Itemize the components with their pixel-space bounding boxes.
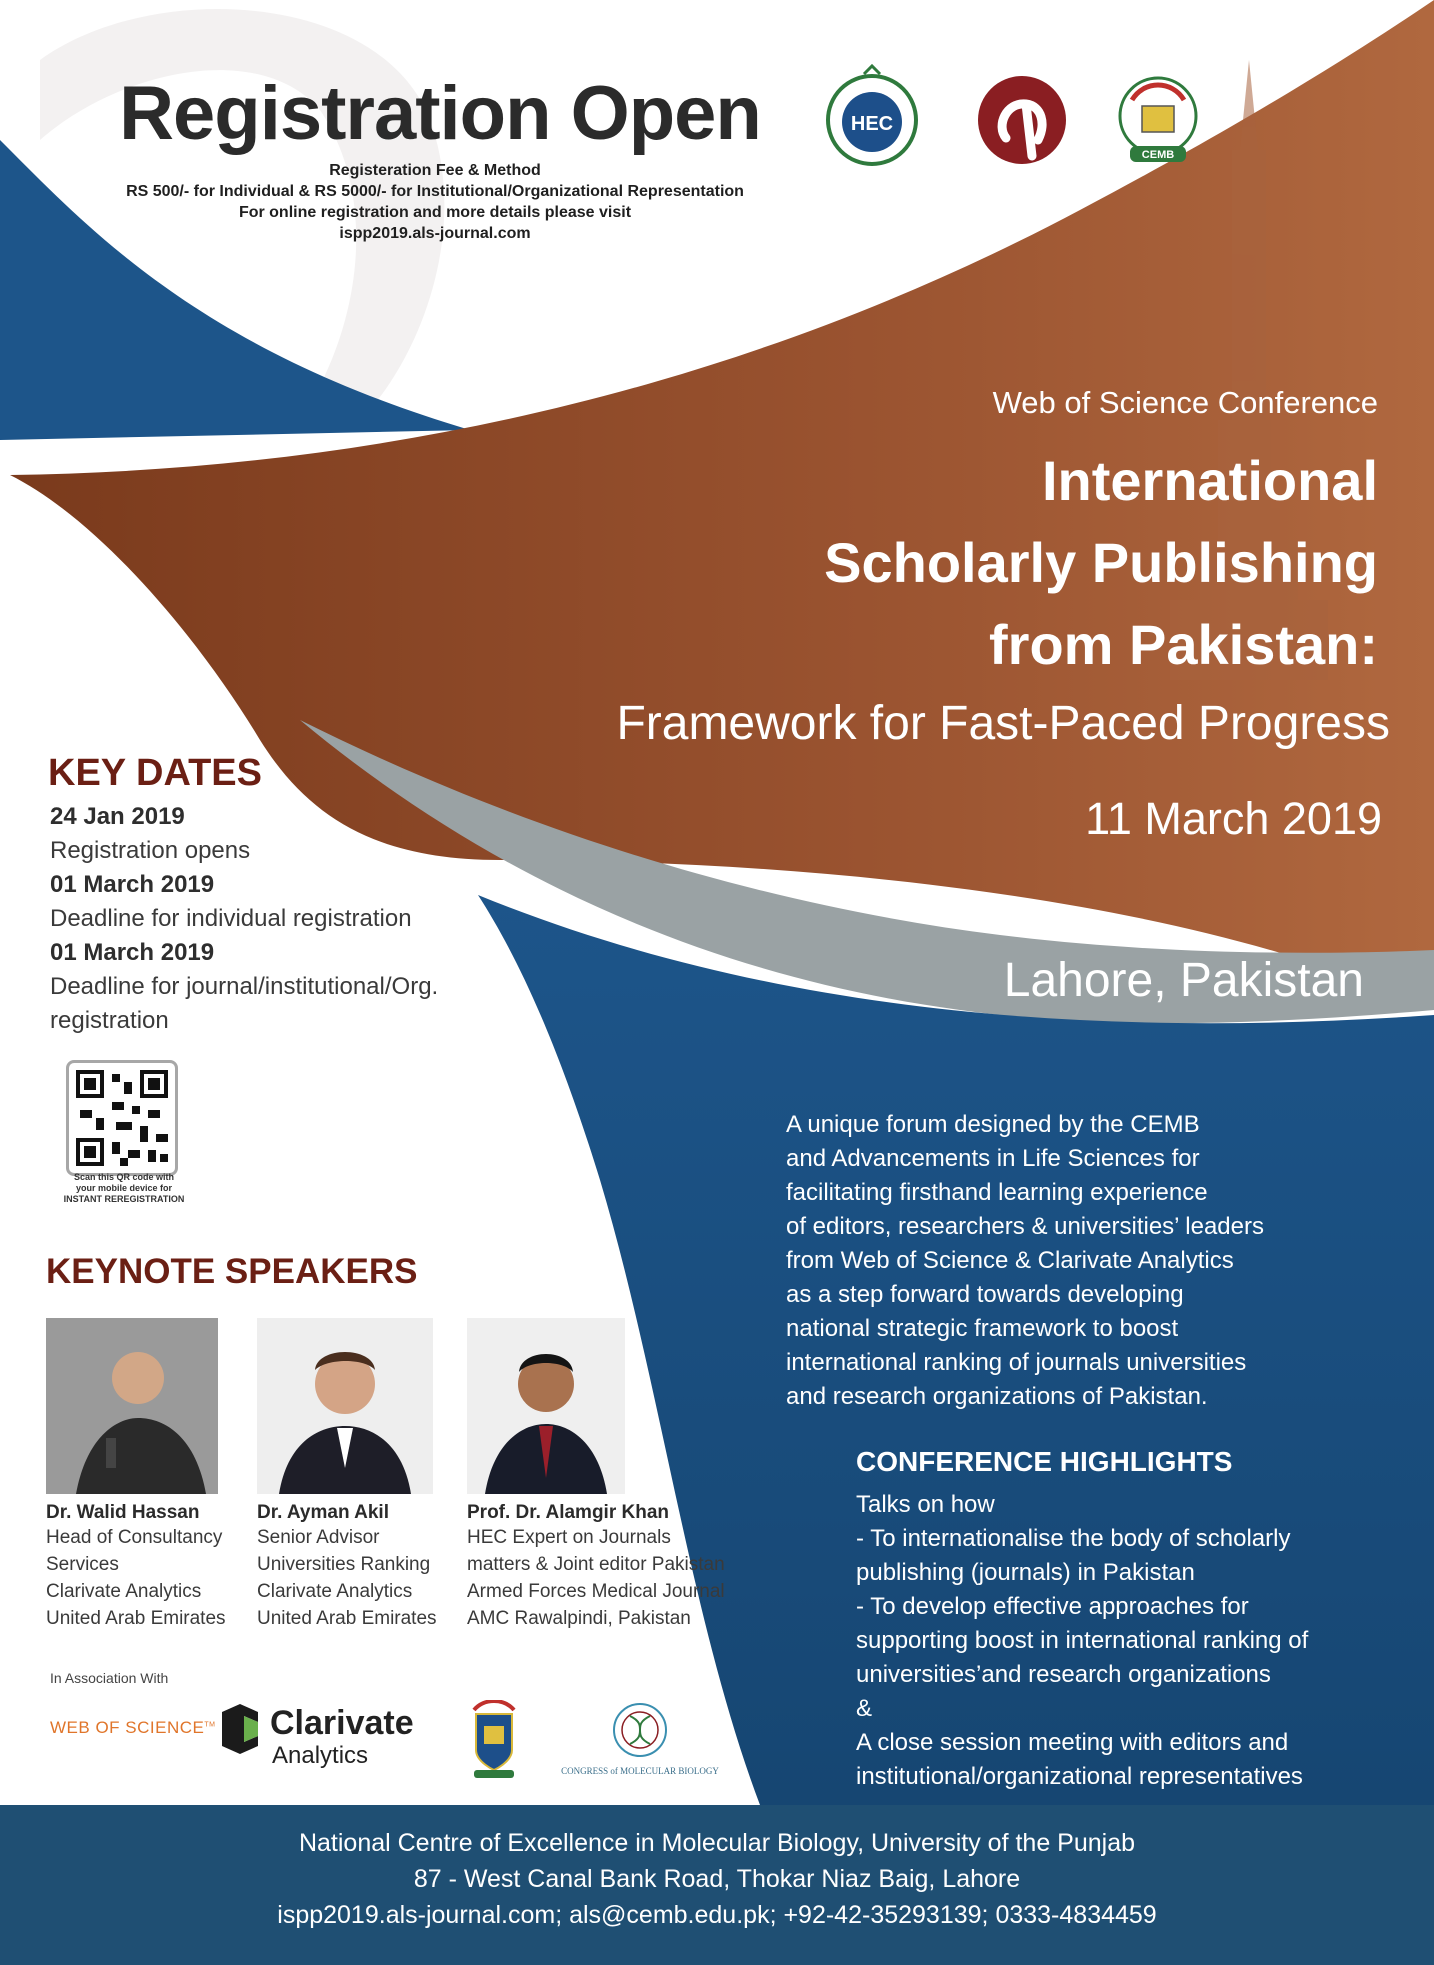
registration-details: [70, 160, 800, 244]
description-line: facilitating firsthand learning experience: [786, 1179, 1208, 1206]
qr-caption-line: INSTANT REREGISTRATION: [63, 1194, 185, 1204]
speaker-detail: Armed Forces Medical Journal: [467, 1581, 725, 1602]
hec-logo: [828, 66, 916, 164]
key-date-desc: Registration opens: [50, 837, 251, 864]
speaker-card: [467, 1318, 767, 1632]
description-line: and research organizations of Pakistan.: [786, 1383, 1208, 1410]
speaker-detail: Services: [46, 1554, 119, 1575]
registration-url[interactable]: ispp2019.als-journal.com: [339, 225, 531, 242]
partner-logos: [820, 60, 1220, 180]
highlight-line: supporting boost in international ranking of: [856, 1627, 1309, 1654]
speaker-detail: Clarivate Analytics: [46, 1581, 202, 1602]
speaker-photo: [46, 1318, 218, 1494]
speaker-name: Dr. Walid Hassan: [46, 1502, 200, 1523]
footer-line: 87 - West Canal Bank Road, Thokar Niaz Baig, Lahore: [413, 1865, 1021, 1893]
speaker-card: [257, 1318, 467, 1632]
highlight-line: - To develop effective approaches for: [856, 1593, 1249, 1620]
hec-logo-text: HEC: [850, 113, 894, 135]
key-date: 01 March 2019: [50, 939, 215, 966]
speaker-detail: AMC Rawalpindi, Pakistan: [467, 1608, 691, 1629]
conference-title-line: from Pakistan:: [989, 613, 1378, 676]
conference-kicker: Web of Science Conference: [992, 385, 1378, 420]
speaker-name: Dr. Ayman Akil: [257, 1502, 389, 1523]
trademark-mark: TM: [204, 1721, 216, 1729]
speaker-detail: matters & Joint editor Pakistan: [467, 1554, 725, 1575]
conference-title: [618, 440, 1378, 686]
registration-line: Registeration Fee & Method: [329, 162, 541, 179]
speaker-detail: United Arab Emirates: [46, 1608, 226, 1629]
web-of-science-logo: [50, 1718, 215, 1738]
key-date: 01 March 2019: [50, 871, 215, 898]
highlights-heading: CONFERENCE HIGHLIGHTS: [856, 1446, 1233, 1477]
highlight-line: A close session meeting with editors and: [856, 1729, 1289, 1756]
description-line: international ranking of journals universities: [786, 1349, 1247, 1376]
conference-venue: Lahore, Pakistan: [1003, 954, 1364, 1007]
speaker-card: [46, 1318, 256, 1632]
footer-line[interactable]: ispp2019.als-journal.com; als@cemb.edu.pk; +92-42-35293139; 0333-4834459: [277, 1901, 1157, 1929]
conference-description: [786, 1108, 1346, 1414]
conference-date: 11 March 2019: [1085, 793, 1382, 844]
conference-title-line: Scholarly Publishing: [824, 531, 1378, 594]
speaker-photo: [257, 1318, 433, 1494]
highlights-list: [856, 1488, 1396, 1794]
speaker-photo: [467, 1318, 625, 1494]
cemb-logo: [1120, 78, 1196, 162]
key-date: 24 Jan 2019: [50, 803, 185, 830]
speaker-detail: HEC Expert on Journals: [467, 1527, 671, 1548]
footer-contact: [0, 1825, 1434, 1933]
description-line: from Web of Science & Clarivate Analytics: [786, 1247, 1234, 1274]
highlight-line: institutional/organizational representatives: [856, 1763, 1303, 1790]
highlight-line: - To internationalise the body of scholarly: [856, 1525, 1291, 1552]
qr-code-icon: [72, 1066, 172, 1170]
cmb-text: CONGRESS of MOLECULAR BIOLOGY: [561, 1766, 719, 1776]
web-of-science-text: WEB OF SCIENCE: [50, 1718, 205, 1737]
qr-caption-line: your mobile device for: [75, 1183, 173, 1193]
conference-subtitle: Framework for Fast-Paced Progress: [616, 697, 1390, 750]
congress-molecular-biology-logo: [556, 1700, 736, 1780]
highlight-line: publishing (journals) in Pakistan: [856, 1559, 1195, 1586]
punjab-university-logo: [468, 1700, 520, 1780]
highlight-line: universities’and research organizations: [856, 1661, 1271, 1688]
speaker-detail: Head of Consultancy: [46, 1527, 223, 1548]
association-label: In Association With: [50, 1670, 169, 1686]
qr-code[interactable]: [66, 1060, 178, 1176]
key-dates-list: [50, 800, 520, 1038]
speaker-detail: United Arab Emirates: [257, 1608, 437, 1629]
qr-caption: [40, 1172, 208, 1205]
analytics-name: Analytics: [272, 1742, 369, 1769]
conference-title-line: International: [1041, 449, 1378, 512]
key-date-desc: Deadline for journal/institutional/Org. registration: [50, 973, 439, 1034]
footer-line: National Centre of Excellence in Molecular Biology, University of the Punjab: [298, 1829, 1136, 1857]
clarivate-icon: [218, 1704, 264, 1754]
description-line: as a step forward towards developing: [786, 1281, 1184, 1308]
cemb-logo-text: CEMB: [1141, 149, 1175, 161]
key-date-desc: Deadline for individual registration: [50, 905, 412, 932]
qr-caption-line: Scan this QR code with: [73, 1172, 174, 1182]
keynote-speakers-heading: KEYNOTE SPEAKERS: [46, 1252, 418, 1291]
description-line: A unique forum designed by the CEMB: [786, 1111, 1200, 1138]
registration-title: Registration Open: [119, 71, 761, 156]
description-line: national strategic framework to boost: [786, 1315, 1179, 1342]
speaker-detail: Universities Ranking: [257, 1554, 431, 1575]
clarivate-name: Clarivate: [270, 1704, 414, 1742]
description-line: and Advancements in Life Sciences for: [786, 1145, 1200, 1172]
key-dates-heading: KEY DATES: [48, 752, 262, 794]
speaker-detail: Senior Advisor: [257, 1527, 380, 1548]
registration-line: For online registration and more details please visit: [238, 204, 632, 221]
speaker-detail: Clarivate Analytics: [257, 1581, 413, 1602]
highlight-line: Talks on how: [856, 1491, 995, 1518]
highlight-line: &: [856, 1695, 873, 1722]
description-line: of editors, researchers & universities’ leaders: [786, 1213, 1264, 1240]
als-logo: [978, 76, 1066, 164]
registration-line: RS 500/- for Individual & RS 5000/- for Institutional/Organizational Representation: [126, 183, 744, 200]
speaker-name: Prof. Dr. Alamgir Khan: [467, 1502, 669, 1523]
